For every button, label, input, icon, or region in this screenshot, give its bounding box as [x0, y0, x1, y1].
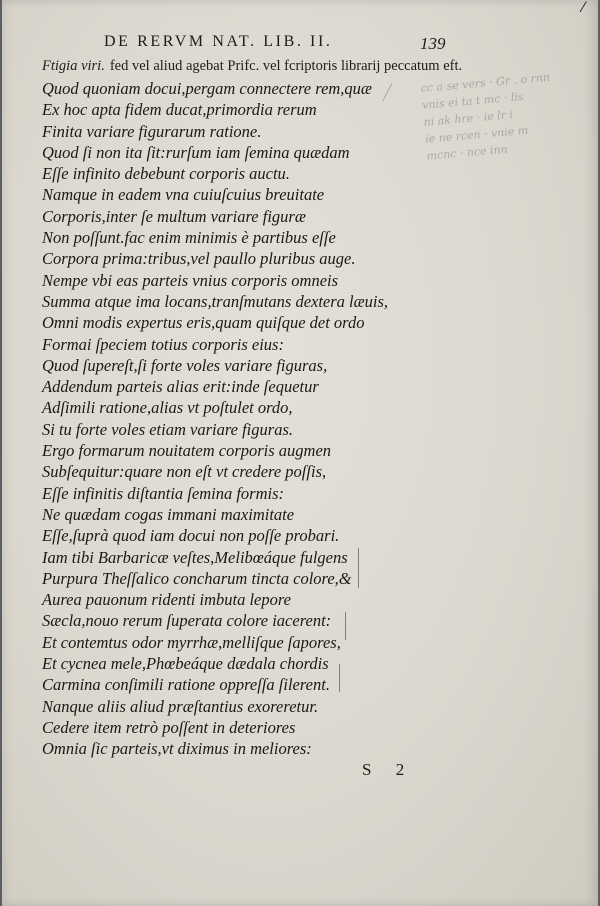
handwritten-annotation: [420, 64, 600, 164]
verse-line: Quod quoniam docui,pergam connectere rem,quæ: [42, 79, 372, 98]
verse-line: Ex hoc apta fidem ducat,primordia rerum: [42, 100, 317, 120]
verse-line: Namque in eadem vna cuiuſcuius breuitate: [42, 185, 325, 205]
verse-line: Aurea pauonum ridenti imbuta lepore: [42, 590, 291, 610]
verse-line: Carmina conſimili ratione oppreſſa ſilerent.: [42, 675, 330, 695]
handwritten-line: vnis ei ta t mc · lis: [421, 90, 525, 112]
handwritten-line: mcnc · nce inn: [426, 142, 509, 163]
verse-line: Eſſe,ſuprà quod iam docui non poſſe probari.: [42, 526, 340, 546]
margin-note-text: fed vel aliud agebat Prifc. vel fcriptoris librarij peccatum eft.: [109, 58, 463, 74]
verse-line: Corpora prima:tribus,vel paullo pluribus auge.: [42, 249, 356, 269]
verse-line: Quod ſi non ita ſit:rurſum iam ſemina quædam: [42, 142, 350, 162]
margin-tick-mark: [339, 664, 340, 692]
verse-line: Eſſe infinito debebunt corporis auctu.: [42, 164, 290, 184]
handwritten-line: cc a se vers · Gr . o rnn: [420, 70, 551, 95]
handwritten-line: ie ne rcen · vnie m: [424, 123, 529, 146]
verse-line: Omnia ſic parteis,vt diximus in meliores:: [42, 739, 312, 759]
verse-line: Formai ſpeciem totius corporis eius:: [42, 334, 284, 354]
verse-line: Si tu forte voles etiam variare figuras.: [42, 419, 293, 439]
verse-line: Et contemtus odor myrrhæ,melliſque ſapores,: [42, 632, 341, 652]
book-page: [2, 0, 598, 906]
verse-line: Subſequitur:quare non eſt vt credere poſſis,: [42, 462, 327, 482]
verse-line: Eſſe infinitis diſtantia ſemina formis:: [42, 483, 284, 503]
verse-line: Quod ſupereſt,ſi forte voles variare figuras,: [42, 355, 328, 375]
verse-line: Non poſſunt.fac enim minimis è partibus eſſe: [42, 228, 336, 248]
verse-line: Cedere item retrò poſſent in deteriores: [42, 717, 296, 737]
verse-line: Addendum parteis alias erit:inde ſequetur: [42, 377, 319, 397]
verse-line: Corporis,inter ſe multum variare figuræ: [42, 206, 306, 226]
running-title: DE RERVM NAT. LIB. II.: [104, 33, 333, 50]
handwritten-line: ni ak hre · ie lr i: [423, 108, 514, 129]
signature-mark: S 2: [362, 760, 415, 779]
verse-line: Iam tibi Barbaricæ veſtes,Melibœáque fulgens: [42, 547, 348, 567]
verse-line: Nempe vbi eas parteis vnius corporis omneis: [42, 270, 339, 290]
verse-line: Finita variare figurarum ratione.: [42, 121, 262, 141]
margin-note: [42, 58, 462, 75]
page-number: 139: [420, 34, 446, 53]
verse-line: Sæcla,nouo rerum ſuperata colore iacerent:: [42, 611, 332, 631]
verse-line: Nanque aliis aliud præſtantius exoreretur.: [42, 696, 319, 716]
verse-list: [42, 78, 388, 760]
margin-tick-mark: [345, 612, 346, 640]
verse-line: Omni modis expertus eris,quam quiſque det ordo: [42, 313, 365, 333]
verse-line: Et cycnea mele,Phœbeáque dædala chordis: [42, 654, 329, 674]
verse-line: Adſimili ratione,alias vt poſtulet ordo,: [42, 398, 293, 418]
verse-line: Ne quædam cogas immani maximitate: [42, 504, 295, 524]
margin-note-sigla: Ftigia viri.: [42, 58, 105, 74]
corner-mark: ⁄: [582, 0, 585, 16]
verse-line: Purpura Theſſalico concharum tincta colore,&: [42, 568, 352, 588]
margin-tick-mark: [358, 548, 359, 588]
verse-line: Summa atque ima locans,tranſmutans dextera læuis,: [42, 291, 389, 311]
verse-line: Ergo formarum nouitatem corporis augmen: [42, 441, 332, 461]
